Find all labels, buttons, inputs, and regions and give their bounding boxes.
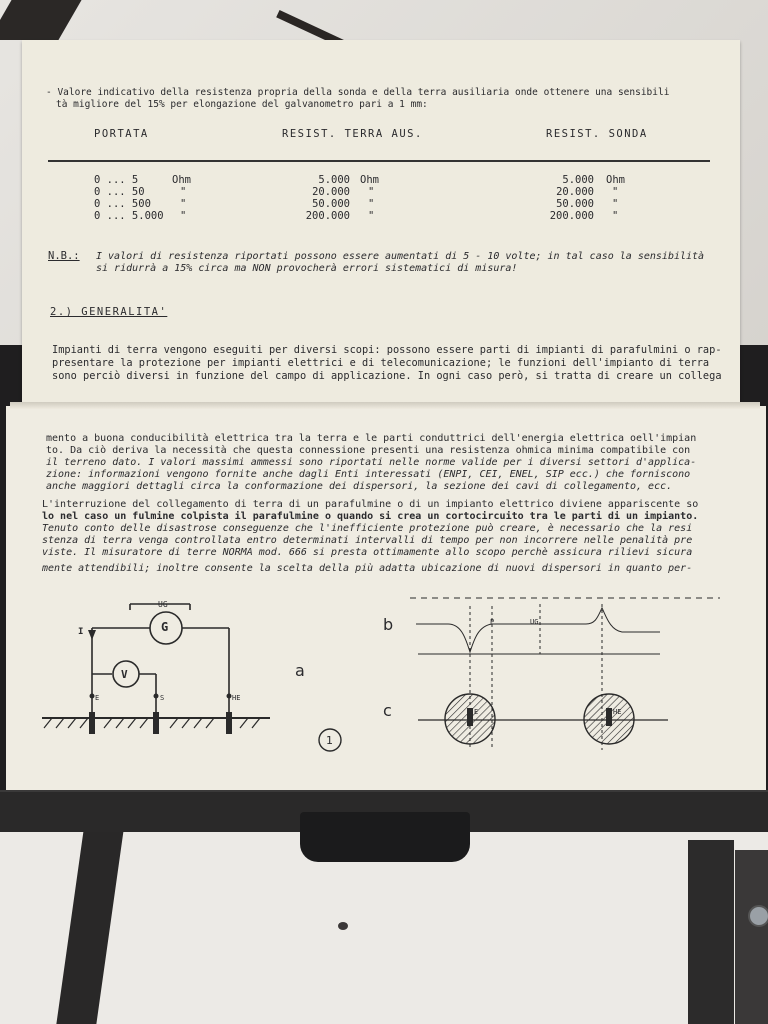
row-terra-unit: " bbox=[368, 210, 375, 222]
row-sonda: 200.000 bbox=[549, 210, 594, 222]
para3-line: viste. Il misuratore di terre NORMA mod. 666 si presta ottimamente allo scopo perchè assicura rilievi sicura bbox=[42, 547, 693, 558]
label-c: c bbox=[383, 701, 392, 720]
label-s: S bbox=[160, 694, 165, 702]
row-terra: 5.000 bbox=[318, 174, 350, 186]
row-sonda: 50.000 bbox=[556, 198, 594, 210]
row-terra-unit: Ohm bbox=[360, 174, 379, 186]
para3-line: stenza di terra venga controllata entro determinati intervalli di tempo per non incorrere nelle penalità pre bbox=[42, 535, 693, 546]
intro-line-1: - Valore indicativo della resistenza propria della sonda e della terra ausiliaria onde ottenere una sensibili bbox=[46, 87, 670, 98]
para2-line: anche maggiori dettagli circa la conformazione dei dispersori, la sezione dei cavi di collegamento, ecc. bbox=[46, 481, 673, 492]
row-unit: Ohm bbox=[172, 174, 191, 186]
row-range: 0 ... 5.000 bbox=[94, 210, 164, 222]
row-range: 0 ... 50 bbox=[94, 186, 145, 198]
table-header-terra: RESIST. TERRA AUS. bbox=[282, 128, 423, 140]
row-terra-unit: " bbox=[368, 198, 375, 210]
table-header-sonda: RESIST. SONDA bbox=[546, 128, 648, 140]
nb-line-1: I valori di resistenza riportati possono essere aumentati di 5 - 10 volte; in tal caso la sensibilità bbox=[96, 251, 705, 262]
row-range: 0 ... 5 bbox=[94, 174, 139, 186]
para1-line: sono perciò diversi in funzione del campo di applicazione. In ogni caso però, si tratta di creare un collega bbox=[52, 370, 722, 382]
label-p: P bbox=[490, 618, 495, 626]
row-sonda: 5.000 bbox=[562, 174, 594, 186]
label-ug-b: UG bbox=[530, 618, 539, 626]
para2-line: mento a buona conducibilità elettrica tra la terra e le parti conduttrici dell'energia elettrica oell'impian bbox=[46, 433, 697, 444]
row-terra: 50.000 bbox=[312, 198, 350, 210]
row-range: 0 ... 500 bbox=[94, 198, 151, 210]
label-e-c: E bbox=[474, 708, 479, 716]
para3-line: Tenuto conto delle disastrose conseguenze che l'inefficiente protezione può creare, è necessario che la resi bbox=[42, 523, 693, 534]
section-title: 2.) GENERALITA' bbox=[50, 306, 168, 318]
row-unit: " bbox=[180, 210, 187, 222]
para1-line: presentare la protezione per impianti elettrici e di telecomunicazione; le funzioni dell'impianto di terra bbox=[52, 357, 710, 369]
para3-line: L'interruzione del collegamento di terra di un parafulmine o di un impianto elettrico diviene appariscente so bbox=[42, 499, 699, 510]
row-terra-unit: " bbox=[368, 186, 375, 198]
para3-line: lo nel caso un fulmine colpista il parafulmine o quando si crea un cortocircuito tra le parti di un impianto. bbox=[42, 511, 699, 522]
row-terra: 200.000 bbox=[305, 210, 350, 222]
nb-line-2: si ridurrà a 15% circa ma NON provocherà errori sistematici di misura! bbox=[96, 263, 518, 274]
table-header-portata: PORTATA bbox=[94, 128, 149, 140]
row-unit: " bbox=[180, 198, 187, 210]
intro-line-2: tà migliore del 15% per elongazione del galvanometro pari a 1 mm: bbox=[56, 99, 428, 110]
label-a: a bbox=[295, 661, 305, 680]
para2-line: zione: informazioni vengono fornite anche dagli Enti interessati (ENPI, CEI, ENEL, SIP ecc.) che forniscono bbox=[46, 469, 691, 480]
label-ug: UG bbox=[158, 600, 168, 609]
label-e: E bbox=[95, 694, 100, 702]
label-v: V bbox=[121, 668, 128, 681]
nb-label: N.B.: bbox=[48, 250, 80, 262]
label-b: b bbox=[383, 615, 394, 634]
para2-line: il terreno dato. I valori massimi ammessi sono riportati nelle norme valide per i diversi settori d'applica- bbox=[46, 457, 697, 468]
figure-number: 1 bbox=[326, 734, 333, 747]
label-he-c: HE bbox=[613, 708, 622, 716]
para1-line: Impianti di terra vengono eseguiti per diversi scopi: possono essere parti di impianti di parafulmini o rap- bbox=[52, 344, 722, 356]
row-sonda-unit: Ohm bbox=[606, 174, 625, 186]
row-unit: " bbox=[180, 186, 187, 198]
label-he: HE bbox=[232, 694, 241, 702]
label-i: I bbox=[78, 627, 84, 637]
para3-line: mente attendibili; inoltre consente la scelta della più adatta ubicazione di nuovi dispersori in quanto per- bbox=[42, 563, 693, 574]
para2-line: to. Da ciò deriva la necessità che questa connessione presenti una resistenza ohmica minima compatibile con bbox=[46, 445, 691, 456]
label-g: G bbox=[161, 620, 169, 634]
row-sonda-unit: " bbox=[612, 210, 619, 222]
row-sonda-unit: " bbox=[612, 186, 619, 198]
row-sonda: 20.000 bbox=[556, 186, 594, 198]
row-sonda-unit: " bbox=[612, 198, 619, 210]
row-terra: 20.000 bbox=[312, 186, 350, 198]
